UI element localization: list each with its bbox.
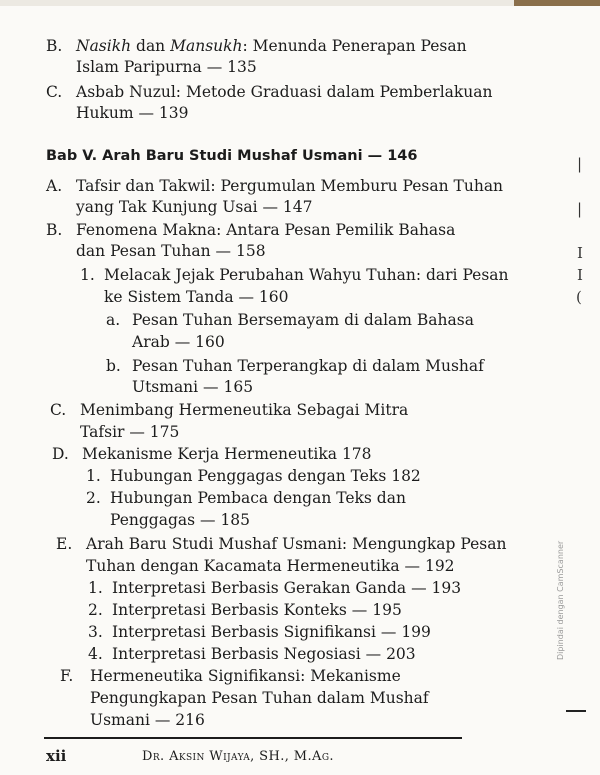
toc-label: 1. — [88, 579, 103, 597]
toc-label: A. — [46, 177, 63, 195]
toc-label: D. — [52, 445, 69, 463]
toc-label: 1. — [80, 266, 95, 284]
footer-rule — [44, 737, 462, 739]
toc-label: B. — [46, 221, 63, 239]
chapter-heading: Bab V. Arah Baru Studi Mushaf Usmani — 146 — [46, 148, 418, 164]
toc-entry-line: Interpretasi Berbasis Konteks — 195 — [112, 601, 402, 619]
toc-entry-line: Hermeneutika Signifikansi: Mekanisme — [90, 667, 401, 685]
edge-bleed-mark: I — [577, 244, 583, 262]
toc-entry-line: Usmani — 216 — [90, 711, 205, 729]
page-tab — [514, 0, 600, 6]
scanner-watermark: Dipindai dengan CamScanner — [556, 540, 565, 660]
toc-entry-line: dan Pesan Tuhan — 158 — [76, 242, 266, 260]
toc-label: a. — [106, 311, 121, 329]
edge-bleed-mark: I — [577, 266, 583, 284]
edge-bleed-mark: | — [577, 200, 583, 218]
toc-entry-line: Menimbang Hermeneutika Sebagai Mitra — [80, 401, 409, 419]
toc-label: 2. — [88, 601, 103, 619]
edge-bleed-mark: ( — [576, 288, 582, 306]
toc-label: E. — [56, 535, 73, 553]
toc-entry-line: Tafsir — 175 — [80, 423, 180, 441]
toc-entry-line: Arah Baru Studi Mushaf Usmani: Mengungkap Pesan — [86, 535, 507, 553]
toc-label: b. — [106, 357, 121, 375]
top-edge — [0, 0, 600, 6]
toc-label: C. — [46, 83, 63, 101]
toc-entry-line: Interpretasi Berbasis Gerakan Ganda — 193 — [112, 579, 462, 597]
toc-label: 2. — [86, 489, 101, 507]
toc-label: 4. — [88, 645, 103, 663]
toc-text: : Menunda Penerapan Pesan — [242, 37, 467, 55]
toc-italic-term: Nasikh — [76, 37, 132, 55]
edge-bleed-mark: | — [577, 155, 583, 173]
toc-entry-line: Interpretasi Berbasis Signifikansi — 199 — [112, 623, 431, 641]
toc-entry-line: Fenomena Makna: Antara Pesan Pemilik Bahasa — [76, 221, 456, 239]
toc-label: 3. — [88, 623, 103, 641]
toc-entry-line: ke Sistem Tanda — 160 — [104, 288, 289, 306]
toc-entry-line: Pesan Tuhan Bersemayam di dalam Bahasa — [132, 311, 474, 329]
toc-label: 1. — [86, 467, 101, 485]
toc-italic-term: Mansukh — [170, 37, 243, 55]
edge-dash — [566, 710, 586, 712]
toc-entry-line: Utsmani — 165 — [132, 378, 254, 396]
toc-entry-line: Melacak Jejak Perubahan Wahyu Tuhan: dari Pesan — [104, 266, 509, 284]
toc-entry-line: Tuhan dengan Kacamata Hermeneutika — 192 — [86, 557, 455, 575]
page-number: xii — [46, 747, 67, 765]
toc-entry-line: Tafsir dan Takwil: Pergumulan Memburu Pesan Tuhan — [76, 177, 504, 195]
toc-entry-line: Pengungkapan Pesan Tuhan dalam Mushaf — [90, 689, 429, 707]
toc-entry-line — [76, 36, 467, 56]
toc-label: F. — [60, 667, 74, 685]
toc-entry-line: Hukum — 139 — [76, 104, 189, 122]
toc-label: C. — [50, 401, 67, 419]
toc-entry-line: Penggagas — 185 — [110, 511, 251, 529]
toc-entry-line: Hubungan Penggagas dengan Teks 182 — [110, 467, 421, 485]
toc-entry-line: yang Tak Kunjung Usai — 147 — [76, 198, 313, 216]
toc-text: dan — [131, 37, 171, 55]
toc-entry-line: Islam Paripurna — 135 — [76, 58, 257, 76]
toc-entry-line: Hubungan Pembaca dengan Teks dan — [110, 489, 406, 507]
toc-label: B. — [46, 37, 63, 55]
toc-entry-line: Pesan Tuhan Terperangkap di dalam Mushaf — [132, 357, 484, 375]
running-footer-author: Dr. Aksin Wijaya, SH., M.Ag. — [142, 749, 334, 764]
toc-entry-line: Interpretasi Berbasis Negosiasi — 203 — [112, 645, 416, 663]
toc-entry-line: Asbab Nuzul: Metode Graduasi dalam Pemberlakuan — [76, 83, 493, 101]
toc-entry-line: Arab — 160 — [132, 333, 225, 351]
toc-entry-line: Mekanisme Kerja Hermeneutika 178 — [82, 445, 372, 463]
